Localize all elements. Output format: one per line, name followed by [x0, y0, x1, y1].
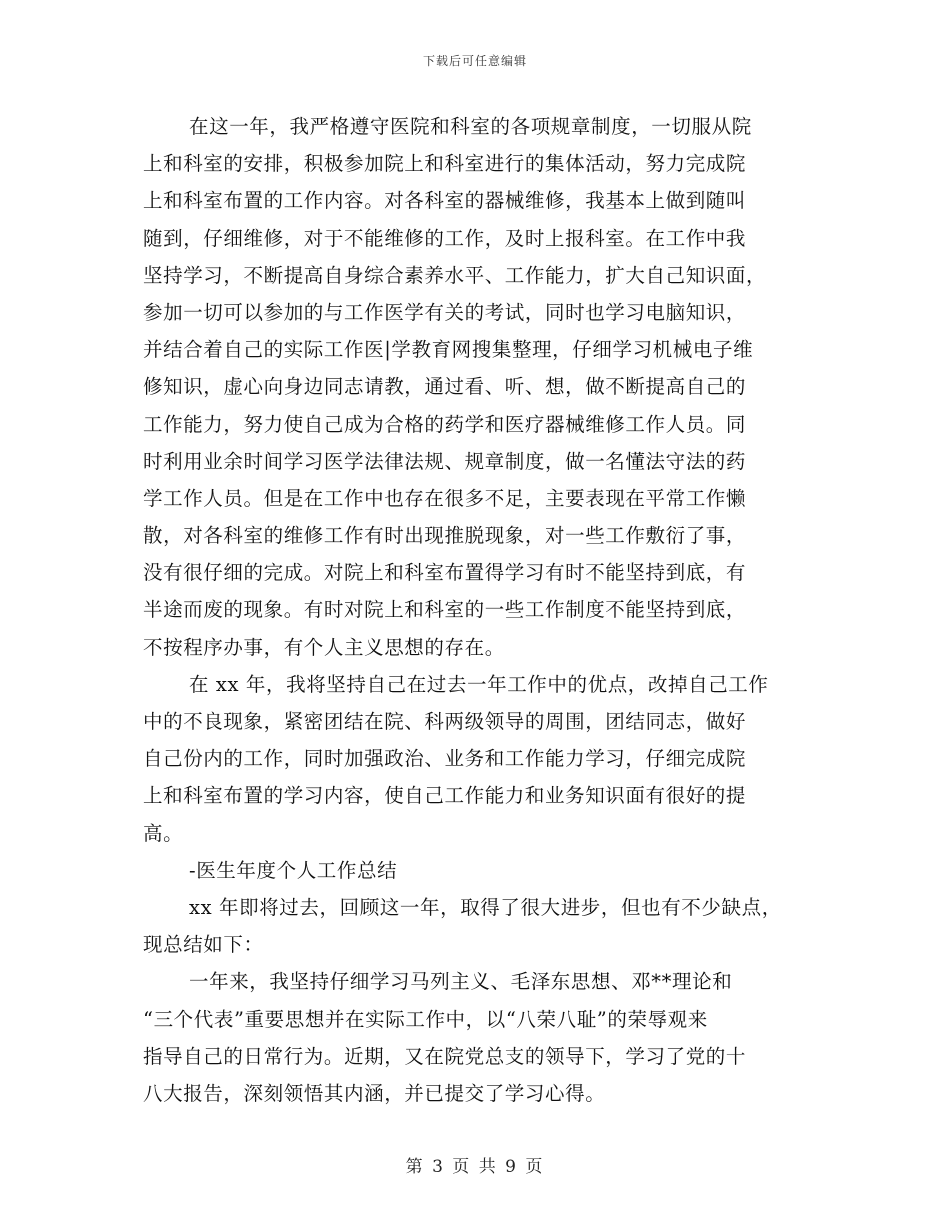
page-header: 下载后可任意编辑 [422, 54, 527, 68]
text-line: 坚持学习，不断提高自身综合素养水平、工作能力，扩大自己知识面， [143, 263, 767, 287]
text-line: 中的不良现象，紧密团结在院、科两级领导的周围，团结同志，做好 [143, 710, 747, 733]
document-body [143, 108, 813, 1112]
text-line: 学工作人员。但是在工作中也存在很多不足，主要表现在平常工作懒 [143, 486, 747, 510]
text-line: 自己份内的工作，同时加强政治、业务和工作能力学习，仔细完成院 [143, 747, 747, 771]
text-line: 上和科室布置的工作内容。对各科室的器械维修，我基本上做到随叫 [143, 189, 747, 213]
text-line: “三个代表”重要思想并在实际工作中，以“八荣八耻”的荣辱观来 [143, 1007, 708, 1031]
text-line: 上和科室的安排，积极参加院上和科室进行的集体活动，努力完成院 [143, 152, 747, 176]
text-line: 一年来，我坚持仔细学习马列主义、毛泽东思想、邓**理论和 [189, 970, 733, 994]
text-line: 在这一年，我严格遵守医院和科室的各项规章制度，一切服从院 [189, 115, 752, 138]
text-line: 不按程序办事，有个人主义思想的存在。 [143, 635, 505, 659]
text-line: 八大报告，深刻领悟其内涵，并已提交了学习心得。 [143, 1081, 606, 1105]
text-line: 时利用业余时间学习医学法律法规、规章制度，做一名懂法守法的药 [143, 449, 747, 473]
text-line: xx 年即将过去，回顾这一年，取得了很大进步，但也有不少缺点， [189, 895, 782, 919]
text-line: 高。 [143, 821, 184, 845]
page-footer: 第 3 页 共 9 页 [405, 1157, 545, 1177]
text-line: 参加一切可以参加的与工作医学有关的考试，同时也学习电脑知识， [143, 300, 747, 324]
text-line: 在 xx 年，我将坚持自己在过去一年工作中的优点，改掉自己工作 [189, 672, 769, 696]
text-line: 上和科室布置的学习内容，使自己工作能力和业务知识面有很好的提 [143, 784, 747, 808]
section-heading: -医生年度个人工作总结 [189, 858, 398, 882]
text-line: 指导自己的日常行为。近期，又在院党总支的领导下，学习了党的十 [143, 1044, 747, 1068]
text-line: 工作能力，努力使自己成为合格的药学和医疗器械维修工作人员。同 [143, 412, 747, 436]
text-line: 没有很仔细的完成。对院上和科室布置得学习有时不能坚持到底，有 [143, 561, 747, 585]
text-line: 并结合着自己的实际工作医|学教育网搜集整理，仔细学习机械电子维 [143, 338, 754, 362]
text-line: 修知识，虚心向身边同志请教，通过看、听、想，做不断提高自己的 [143, 375, 747, 399]
text-line: 散，对各科室的维修工作有时出现推脱现象，对一些工作敷衍了事， [143, 524, 747, 548]
text-line: 半途而废的现象。有时对院上和科室的一些工作制度不能坚持到底， [143, 598, 747, 622]
text-line: 随到，仔细维修，对于不能维修的工作，及时上报科室。在工作中我 [143, 226, 747, 250]
text-line: 现总结如下： [143, 933, 264, 957]
